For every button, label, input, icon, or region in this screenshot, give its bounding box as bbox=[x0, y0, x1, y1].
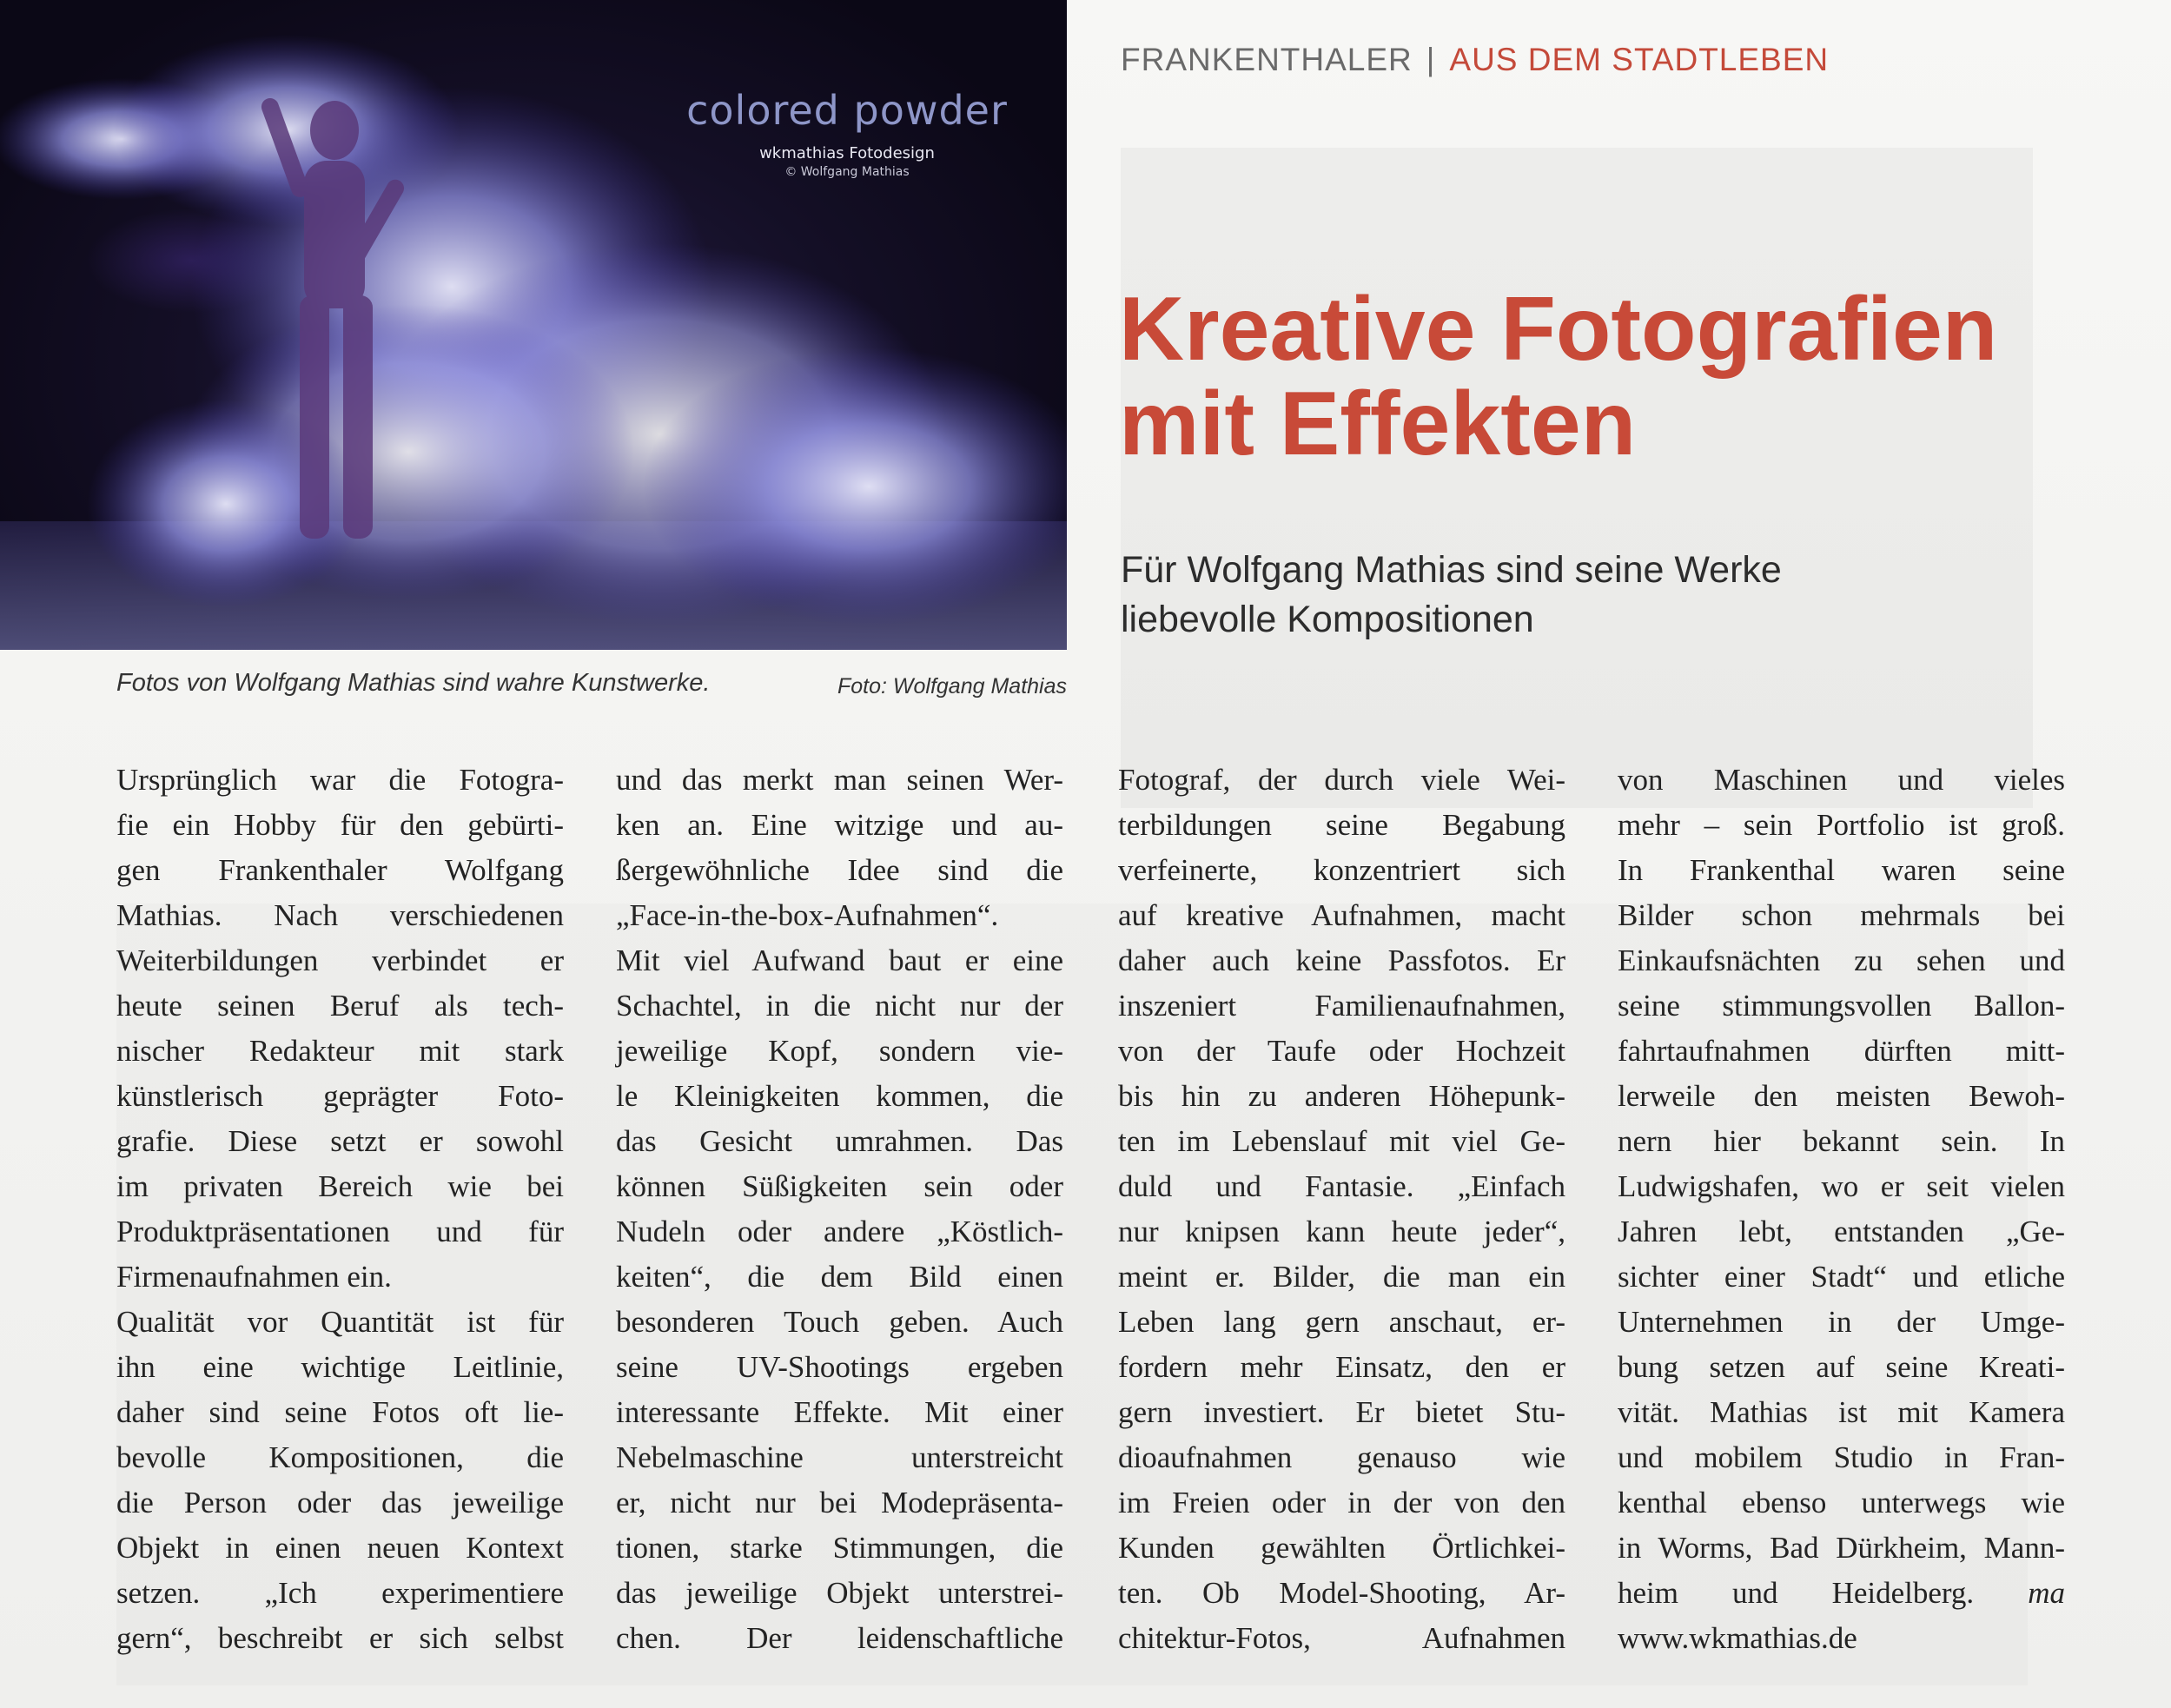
text-line: nischer Redakteur mit stark bbox=[116, 1034, 564, 1068]
text-line: in Worms, Bad Dürkheim, Mann- bbox=[1618, 1531, 2065, 1565]
text-line: interessante Effekte. Mit einer bbox=[616, 1395, 1063, 1429]
text-line: Kunden gewählten Örtlichkei- bbox=[1118, 1531, 1565, 1565]
text-line: auf kreative Aufnahmen, macht bbox=[1118, 898, 1565, 932]
text-line: ihn eine wichtige Leitlinie, bbox=[116, 1350, 564, 1384]
text-column-1 bbox=[116, 758, 564, 1661]
text-line: Jahren lebt, entstanden „Ge- bbox=[1618, 1215, 2065, 1248]
text-line: meint er. Bilder, die man ein bbox=[1118, 1260, 1565, 1294]
text-line: setzen. „Ich experimentiere bbox=[116, 1576, 564, 1610]
publication-name: FRANKENTHALER bbox=[1121, 42, 1413, 77]
text-line: können Süßigkeiten sein oder bbox=[616, 1169, 1063, 1203]
text-line: Leben lang gern anschaut, er- bbox=[1118, 1305, 1565, 1339]
headline-line: Kreative Fotografien bbox=[1119, 279, 1998, 380]
text-line: kenthal ebenso unterwegs wie bbox=[1618, 1486, 2065, 1519]
text-line: künstlerisch geprägter Foto- bbox=[116, 1079, 564, 1113]
text-line: Unternehmen in der Umge- bbox=[1618, 1305, 2065, 1339]
text-line: ten im Lebenslauf mit viel Ge- bbox=[1118, 1124, 1565, 1158]
text-line: gern“, beschreibt er sich selbst bbox=[116, 1621, 564, 1655]
photo-caption: Fotos von Wolfgang Mathias sind wahre Kunstwerke. bbox=[116, 669, 711, 697]
text-line: von der Taufe oder Hochzeit bbox=[1118, 1034, 1565, 1068]
text-line: Mit viel Aufwand baut er eine bbox=[616, 943, 1063, 977]
text-line: grafie. Diese setzt er sowohl bbox=[116, 1124, 564, 1158]
photo-credit: Foto: Wolfgang Mathias bbox=[837, 674, 1067, 698]
text-line: von Maschinen und vieles bbox=[1618, 763, 2065, 797]
author-tag: ma bbox=[2028, 1576, 2065, 1610]
text-line: Einkaufsnächten zu sehen und bbox=[1618, 943, 2065, 977]
text-line: im privaten Bereich wie bei bbox=[116, 1169, 564, 1203]
text-line: das jeweilige Objekt unterstrei- bbox=[616, 1576, 1063, 1610]
text-line: tionen, starke Stimmungen, die bbox=[616, 1531, 1063, 1565]
photo-watermark-copyright: © Wolfgang Mathias bbox=[784, 165, 910, 179]
text-line: Ludwigshafen, wo er seit vielen bbox=[1618, 1169, 2065, 1203]
text-line: gen Frankenthaler Wolfgang bbox=[116, 853, 564, 887]
text-line: die Person oder das jeweilige bbox=[116, 1486, 564, 1519]
header-separator: | bbox=[1426, 42, 1436, 77]
text-line: inszeniert Familienaufnahmen, bbox=[1118, 989, 1565, 1023]
text-line: heute seinen Beruf als tech- bbox=[116, 989, 564, 1023]
text-line: nur knipsen kann heute jeder“, bbox=[1118, 1215, 1565, 1248]
text-line: duld und Fantasie. „Einfach bbox=[1118, 1169, 1565, 1203]
text-line: daher auch keine Passfotos. Er bbox=[1118, 943, 1565, 977]
text-line: In Frankenthal waren seine bbox=[1618, 853, 2065, 887]
text-line: mehr – sein Portfolio ist groß. bbox=[1618, 808, 2065, 842]
text-line: Nebelmaschine unterstreicht bbox=[616, 1440, 1063, 1474]
article-subheadline bbox=[1121, 546, 1989, 645]
text-line: chen. Der leidenschaftliche bbox=[616, 1621, 1063, 1655]
text-line: besonderen Touch geben. Auch bbox=[616, 1305, 1063, 1339]
article-photo bbox=[0, 0, 1067, 650]
section-header bbox=[1121, 42, 1829, 78]
text-line: fie ein Hobby für den gebürti- bbox=[116, 808, 564, 842]
show-through-area bbox=[1121, 148, 2033, 808]
text-line: nern hier bekannt sein. In bbox=[1618, 1124, 2065, 1158]
text-line: das Gesicht umrahmen. Das bbox=[616, 1124, 1063, 1158]
text-line: Bilder schon mehrmals bei bbox=[1618, 898, 2065, 932]
text-column-2 bbox=[616, 758, 1063, 1661]
text-line: vität. Mathias ist mit Kamera bbox=[1618, 1395, 2065, 1429]
text-column-3 bbox=[1118, 758, 1565, 1661]
text-line: Schachtel, in die nicht nur der bbox=[616, 989, 1063, 1023]
text-line: Ursprünglich war die Fotogra- bbox=[116, 763, 564, 797]
subheadline-line: liebevolle Kompositionen bbox=[1121, 599, 1534, 641]
subheadline-line: Für Wolfgang Mathias sind seine Werke bbox=[1121, 549, 1782, 591]
text-line: fordern mehr Einsatz, den er bbox=[1118, 1350, 1565, 1384]
text-line: Produktpräsentationen und für bbox=[116, 1215, 564, 1248]
text-line: ßergewöhnliche Idee sind die bbox=[616, 853, 1063, 887]
text-line: im Freien oder in der von den bbox=[1118, 1486, 1565, 1519]
text-line: bis hin zu anderen Höhepunk- bbox=[1118, 1079, 1565, 1113]
article-headline bbox=[1119, 279, 2161, 475]
text-line: seine UV-Shootings ergeben bbox=[616, 1350, 1063, 1384]
text-line: Objekt in einen neuen Kontext bbox=[116, 1531, 564, 1565]
text-line: er, nicht nur bei Modepräsenta- bbox=[616, 1486, 1063, 1519]
headline-line: mit Effekten bbox=[1119, 374, 1637, 475]
text-line: Qualität vor Quantität ist für bbox=[116, 1305, 564, 1339]
text-line: chitektur-Fotos, Aufnahmen bbox=[1118, 1621, 1565, 1655]
website-url: www.wkmathias.de bbox=[1618, 1621, 1857, 1655]
text-line: heim und Heidelberg. bbox=[1618, 1576, 1975, 1610]
text-line: und mobilem Studio in Fran- bbox=[1618, 1440, 2065, 1474]
text-line: terbildungen seine Begabung bbox=[1118, 808, 1565, 842]
text-line: und das merkt man seinen Wer- bbox=[616, 763, 1063, 797]
text-line: bung setzen auf seine Kreati- bbox=[1618, 1350, 2065, 1384]
text-line: „Face-in-the-box-Aufnahmen“. bbox=[616, 898, 999, 932]
text-line: gern investiert. Er bietet Stu- bbox=[1118, 1395, 1565, 1429]
text-line: Weiterbildungen verbindet er bbox=[116, 943, 564, 977]
text-column-4 bbox=[1618, 758, 2065, 1661]
text-line: dioaufnahmen genauso wie bbox=[1118, 1440, 1565, 1474]
text-line: Firmenaufnahmen ein. bbox=[116, 1260, 392, 1294]
text-line: le Kleinigkeiten kommen, die bbox=[616, 1079, 1063, 1113]
photo-watermark-title: colored powder bbox=[686, 87, 1008, 134]
text-line: keiten“, die dem Bild einen bbox=[616, 1260, 1063, 1294]
text-line: sichter einer Stadt“ und etliche bbox=[1618, 1260, 2065, 1294]
text-line: fahrtaufnahmen dürften mitt- bbox=[1618, 1034, 2065, 1068]
text-line: ten. Ob Model-Shooting, Ar- bbox=[1118, 1576, 1565, 1610]
text-line: verfeinerte, konzentriert sich bbox=[1118, 853, 1565, 887]
text-line: jeweilige Kopf, sondern vie- bbox=[616, 1034, 1063, 1068]
text-line: daher sind seine Fotos oft lie- bbox=[116, 1395, 564, 1429]
text-line: Nudeln oder andere „Köstlich- bbox=[616, 1215, 1063, 1248]
text-line: Mathias. Nach verschiedenen bbox=[116, 898, 564, 932]
text-line: seine stimmungsvollen Ballon- bbox=[1618, 989, 2065, 1023]
text-line-with-author bbox=[1618, 1571, 2065, 1616]
photo-watermark-studio: wkmathias Fotodesign bbox=[759, 144, 935, 162]
text-line: bevolle Kompositionen, die bbox=[116, 1440, 564, 1474]
text-line: lerweile den meisten Bewoh- bbox=[1618, 1079, 2065, 1113]
section-name: AUS DEM STADTLEBEN bbox=[1449, 42, 1830, 77]
text-line: ken an. Eine witzige und au- bbox=[616, 808, 1063, 842]
text-line: Fotograf, der durch viele Wei- bbox=[1118, 763, 1565, 797]
